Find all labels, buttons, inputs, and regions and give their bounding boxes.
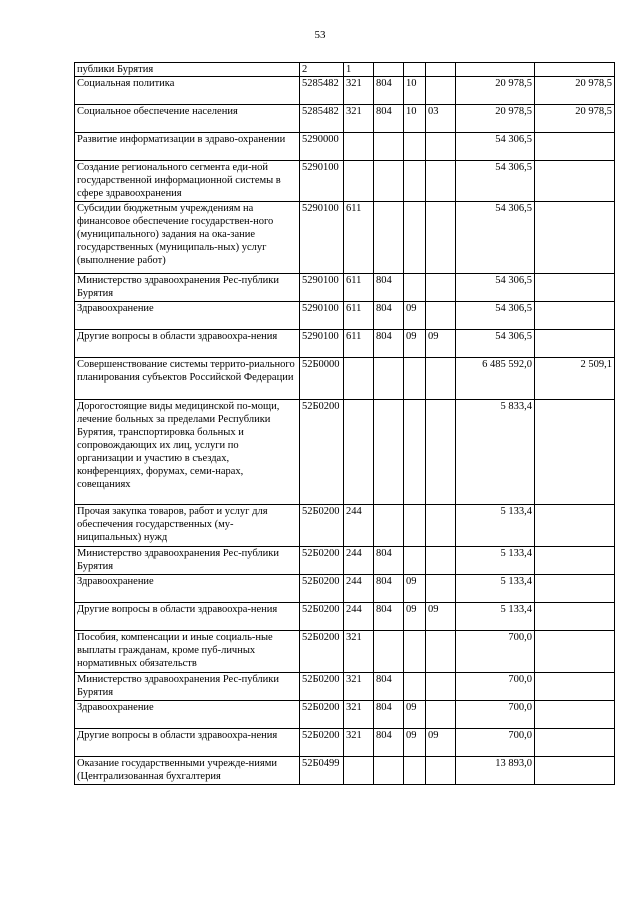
table-row — [75, 133, 615, 161]
row-ministry-code: 804 — [374, 547, 404, 575]
row-amount-federal — [535, 161, 615, 202]
row-amount — [456, 63, 535, 77]
row-amount: 6 485 592,0 — [456, 358, 535, 400]
row-amount-federal — [535, 63, 615, 77]
row-subsection — [426, 701, 456, 729]
row-amount: 54 306,5 — [456, 133, 535, 161]
row-expense-type — [344, 757, 374, 785]
table-row — [75, 575, 615, 603]
row-section — [404, 133, 426, 161]
row-amount-federal: 20 978,5 — [535, 77, 615, 105]
row-ministry-code — [374, 757, 404, 785]
table-row — [75, 63, 615, 77]
row-program-code: 5290100 — [300, 330, 344, 358]
page-number: 53 — [314, 29, 326, 41]
row-section: 09 — [404, 330, 426, 358]
row-amount: 5 133,4 — [456, 547, 535, 575]
table-row — [75, 701, 615, 729]
row-expense-type — [344, 358, 374, 400]
table-row — [75, 400, 615, 505]
row-ministry-code — [374, 358, 404, 400]
row-name: Социальное обеспечение населения — [75, 105, 300, 133]
row-section — [404, 161, 426, 202]
row-subsection — [426, 757, 456, 785]
row-program-code: 5290000 — [300, 133, 344, 161]
row-subsection — [426, 161, 456, 202]
row-expense-type: 244 — [344, 505, 374, 547]
row-name: Дорогостоящие виды медицинской по-мощи, лечение больных за пределами Республики Бурятия, транспортировка больных и сопровождающих их лиц, услуги по организации и участию в съездах, конференциях, форумах, семи-нарах, совещаниях — [75, 400, 300, 505]
row-amount: 5 133,4 — [456, 505, 535, 547]
row-section: 10 — [404, 77, 426, 105]
row-program-code: 52Б0200 — [300, 400, 344, 505]
row-amount-federal — [535, 133, 615, 161]
row-expense-type: 611 — [344, 274, 374, 302]
table-row — [75, 274, 615, 302]
row-subsection — [426, 547, 456, 575]
row-name: Создание регионального сегмента еди-ной государственной информационной системы в сфере здравоохранения — [75, 161, 300, 202]
row-program-code: 2 — [300, 63, 344, 77]
row-subsection — [426, 631, 456, 673]
table-row — [75, 330, 615, 358]
row-amount: 54 306,5 — [456, 202, 535, 274]
row-program-code: 52Б0200 — [300, 505, 344, 547]
row-section: 09 — [404, 575, 426, 603]
row-amount: 13 893,0 — [456, 757, 535, 785]
row-ministry-code: 804 — [374, 701, 404, 729]
row-amount: 700,0 — [456, 631, 535, 673]
row-ministry-code: 804 — [374, 575, 404, 603]
row-amount-federal — [535, 701, 615, 729]
row-section — [404, 673, 426, 701]
row-name: Субсидии бюджетным учреждениям на финансовое обеспечение государствен-ного (муниципального) задания на ока-зание государственных (муниципаль-ных) услуг (выполнение работ) — [75, 202, 300, 274]
row-ministry-code — [374, 400, 404, 505]
row-ministry-code: 804 — [374, 274, 404, 302]
row-subsection — [426, 202, 456, 274]
row-amount: 5 133,4 — [456, 603, 535, 631]
row-ministry-code — [374, 202, 404, 274]
row-amount: 20 978,5 — [456, 105, 535, 133]
row-subsection — [426, 575, 456, 603]
row-program-code: 5285482 — [300, 77, 344, 105]
row-section: 10 — [404, 105, 426, 133]
row-expense-type — [344, 161, 374, 202]
row-amount: 54 306,5 — [456, 302, 535, 330]
row-subsection — [426, 400, 456, 505]
row-amount-federal — [535, 729, 615, 757]
table-row — [75, 505, 615, 547]
row-amount-federal — [535, 631, 615, 673]
row-amount-federal — [535, 202, 615, 274]
row-amount-federal — [535, 505, 615, 547]
row-program-code: 52Б0200 — [300, 729, 344, 757]
row-amount-federal — [535, 757, 615, 785]
row-subsection: 09 — [426, 330, 456, 358]
row-expense-type: 611 — [344, 202, 374, 274]
row-name: Министерство здравоохранения Рес-публики Бурятия — [75, 673, 300, 701]
row-ministry-code — [374, 161, 404, 202]
row-amount: 5 833,4 — [456, 400, 535, 505]
row-program-code: 52Б0200 — [300, 547, 344, 575]
row-subsection — [426, 302, 456, 330]
row-section — [404, 358, 426, 400]
row-subsection — [426, 673, 456, 701]
row-ministry-code — [374, 631, 404, 673]
table-row — [75, 302, 615, 330]
row-amount-federal — [535, 330, 615, 358]
table-row — [75, 757, 615, 785]
row-ministry-code: 804 — [374, 673, 404, 701]
row-section: 09 — [404, 302, 426, 330]
row-program-code: 5290100 — [300, 302, 344, 330]
row-expense-type: 321 — [344, 673, 374, 701]
row-name: Министерство здравоохранения Рес-публики Бурятия — [75, 274, 300, 302]
row-program-code: 52Б0200 — [300, 631, 344, 673]
row-subsection — [426, 133, 456, 161]
row-section — [404, 631, 426, 673]
row-expense-type: 244 — [344, 603, 374, 631]
row-amount: 700,0 — [456, 701, 535, 729]
row-section — [404, 63, 426, 77]
table-row — [75, 77, 615, 105]
row-expense-type: 1 — [344, 63, 374, 77]
row-name: публики Бурятия — [75, 63, 300, 77]
table-row — [75, 547, 615, 575]
row-program-code: 5290100 — [300, 202, 344, 274]
row-program-code: 52Б0000 — [300, 358, 344, 400]
row-amount: 5 133,4 — [456, 575, 535, 603]
row-amount-federal — [535, 547, 615, 575]
row-expense-type: 244 — [344, 575, 374, 603]
row-amount: 20 978,5 — [456, 77, 535, 105]
row-section: 09 — [404, 701, 426, 729]
row-amount-federal: 20 978,5 — [535, 105, 615, 133]
row-amount-federal — [535, 575, 615, 603]
row-program-code: 52Б0499 — [300, 757, 344, 785]
row-expense-type: 321 — [344, 77, 374, 105]
row-subsection — [426, 63, 456, 77]
row-amount: 54 306,5 — [456, 274, 535, 302]
row-amount-federal — [535, 274, 615, 302]
row-expense-type: 321 — [344, 631, 374, 673]
row-ministry-code: 804 — [374, 603, 404, 631]
row-expense-type: 321 — [344, 729, 374, 757]
row-section — [404, 757, 426, 785]
row-subsection: 03 — [426, 105, 456, 133]
row-amount: 700,0 — [456, 729, 535, 757]
row-program-code: 5290100 — [300, 274, 344, 302]
row-section — [404, 505, 426, 547]
row-name: Здравоохранение — [75, 302, 300, 330]
row-amount-federal — [535, 400, 615, 505]
row-subsection — [426, 274, 456, 302]
row-expense-type: 611 — [344, 330, 374, 358]
row-amount: 54 306,5 — [456, 330, 535, 358]
row-program-code: 5285482 — [300, 105, 344, 133]
row-expense-type — [344, 400, 374, 505]
row-name: Министерство здравоохранения Рес-публики Бурятия — [75, 547, 300, 575]
row-name: Здравоохранение — [75, 701, 300, 729]
row-expense-type: 321 — [344, 701, 374, 729]
row-section: 09 — [404, 729, 426, 757]
row-program-code: 52Б0200 — [300, 575, 344, 603]
row-name: Оказание государственными учрежде-ниями (Централизованная бухгалтерия — [75, 757, 300, 785]
row-name: Другие вопросы в области здравоохра-нения — [75, 603, 300, 631]
row-expense-type: 244 — [344, 547, 374, 575]
row-subsection — [426, 358, 456, 400]
row-ministry-code: 804 — [374, 77, 404, 105]
row-name: Совершенствование системы террито-риального планирования субъектов Российской Федерации — [75, 358, 300, 400]
row-expense-type: 611 — [344, 302, 374, 330]
row-name: Здравоохранение — [75, 575, 300, 603]
table-row — [75, 161, 615, 202]
row-section: 09 — [404, 603, 426, 631]
row-ministry-code: 804 — [374, 729, 404, 757]
row-section — [404, 547, 426, 575]
row-section — [404, 274, 426, 302]
row-section — [404, 400, 426, 505]
row-name: Другие вопросы в области здравоохра-нения — [75, 729, 300, 757]
table-row — [75, 729, 615, 757]
row-program-code: 52Б0200 — [300, 673, 344, 701]
row-ministry-code — [374, 63, 404, 77]
row-ministry-code — [374, 133, 404, 161]
row-name: Социальная политика — [75, 77, 300, 105]
row-amount-federal — [535, 302, 615, 330]
row-section — [404, 202, 426, 274]
table-row — [75, 603, 615, 631]
row-name: Пособия, компенсации и иные социаль-ные выплаты гражданам, кроме пуб-личных нормативных обязательств — [75, 631, 300, 673]
table-row — [75, 202, 615, 274]
row-ministry-code: 804 — [374, 330, 404, 358]
row-amount-federal — [535, 673, 615, 701]
row-program-code: 52Б0200 — [300, 701, 344, 729]
row-name: Другие вопросы в области здравоохра-нения — [75, 330, 300, 358]
row-subsection: 09 — [426, 603, 456, 631]
row-amount: 700,0 — [456, 673, 535, 701]
row-ministry-code — [374, 505, 404, 547]
table-row — [75, 631, 615, 673]
row-program-code: 52Б0200 — [300, 603, 344, 631]
table-row — [75, 358, 615, 400]
row-name: Развитие информатизации в здраво-охранении — [75, 133, 300, 161]
table-row — [75, 105, 615, 133]
row-amount-federal — [535, 603, 615, 631]
budget-table — [74, 62, 615, 785]
row-amount: 54 306,5 — [456, 161, 535, 202]
row-subsection: 09 — [426, 729, 456, 757]
row-program-code: 5290100 — [300, 161, 344, 202]
row-ministry-code: 804 — [374, 302, 404, 330]
row-subsection — [426, 77, 456, 105]
row-name: Прочая закупка товаров, работ и услуг для обеспечения государственных (му-ниципальных) нужд — [75, 505, 300, 547]
row-subsection — [426, 505, 456, 547]
table-row — [75, 673, 615, 701]
row-ministry-code: 804 — [374, 105, 404, 133]
row-expense-type — [344, 133, 374, 161]
row-amount-federal: 2 509,1 — [535, 358, 615, 400]
row-expense-type: 321 — [344, 105, 374, 133]
